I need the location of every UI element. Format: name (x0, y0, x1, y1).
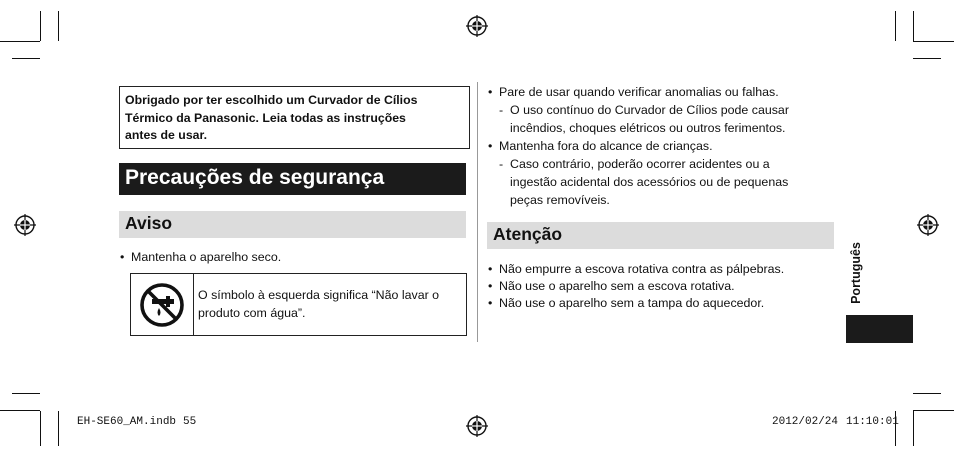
bullet-marker: • (120, 250, 125, 264)
list-item-text: Não use o aparelho sem a tampa do aquecedor. (499, 296, 765, 310)
intro-line: antes de usar. (125, 128, 208, 142)
atencao-heading: Atenção (493, 224, 563, 244)
aviso-heading-bar (119, 211, 466, 238)
crop-mark (58, 411, 59, 446)
registration-mark-icon (466, 15, 488, 37)
intro-box (119, 86, 470, 149)
list-item-text: Não empurre a escova rotativa contra as pálpebras. (499, 262, 785, 276)
sub-list-item-text: incêndios, choques elétricos ou outros ferimentos. (510, 121, 786, 135)
registration-mark-icon (14, 214, 36, 236)
symbol-description (198, 286, 439, 322)
sub-list-item-text: peças removíveis. (510, 193, 610, 207)
list-item-text: Mantenha fora do alcance de crianças. (499, 139, 713, 153)
crop-mark (12, 58, 40, 59)
crop-mark (913, 58, 941, 59)
divider (193, 274, 194, 335)
bullet-marker: • (488, 262, 493, 276)
crop-mark (895, 11, 896, 41)
crop-mark (913, 393, 941, 394)
sub-list-item-text: O uso contínuo do Curvador de Cílios pode causar (510, 103, 789, 117)
language-side-label (846, 238, 866, 314)
crop-mark (12, 393, 40, 394)
footer-time: 11:10:01 (846, 416, 899, 428)
crop-mark (0, 41, 40, 42)
crop-mark (913, 410, 954, 411)
aviso-heading: Aviso (125, 213, 173, 233)
footer-file: EH-SE60_AM.indb (77, 416, 177, 428)
list-item-text: Não use o aparelho sem a escova rotativa. (499, 279, 735, 293)
footer-date: 2012/02/24 (772, 416, 839, 428)
symbol-description-line: produto com água”. (198, 306, 306, 320)
crop-mark (0, 410, 40, 411)
crop-mark (40, 11, 41, 41)
no-water-wash-icon (139, 282, 185, 328)
symbol-description-line: O símbolo à esquerda significa “Não lavar o (198, 288, 440, 302)
bullet-marker: • (488, 296, 493, 310)
bullet-marker: • (488, 85, 493, 99)
list-item-text: Pare de usar quando verificar anomalias ou falhas. (499, 85, 779, 99)
list-item-text: Mantenha o aparelho seco. (131, 250, 282, 264)
intro-line: Obrigado por ter escolhido um Curvador de Cílios (125, 93, 418, 107)
column-divider (477, 82, 478, 342)
bullet-marker: • (488, 279, 493, 293)
sub-list-item-text: ingestão acidental dos acessórios ou de pequenas (510, 175, 789, 189)
crop-mark (58, 11, 59, 41)
dash-marker: - (499, 103, 504, 117)
intro-line: Térmico da Panasonic. Leia todas as instruções (125, 110, 406, 125)
registration-mark-icon (917, 214, 939, 236)
dash-marker: - (499, 157, 504, 171)
crop-mark (40, 411, 41, 446)
crop-mark (913, 411, 914, 446)
language-tab (846, 315, 913, 343)
atencao-heading-bar (487, 222, 834, 249)
language-label-text: Português (849, 242, 863, 304)
symbol-box (130, 273, 467, 336)
section-title: Precauções de segurança (125, 166, 385, 189)
section-title-bar (119, 163, 466, 195)
sub-list-item-text: Caso contrário, poderão ocorrer acidentes ou a (510, 157, 770, 171)
bullet-marker: • (488, 139, 493, 153)
crop-mark (913, 11, 914, 41)
registration-mark-icon (466, 415, 488, 437)
crop-mark (913, 41, 954, 42)
footer-page: 55 (183, 416, 197, 428)
